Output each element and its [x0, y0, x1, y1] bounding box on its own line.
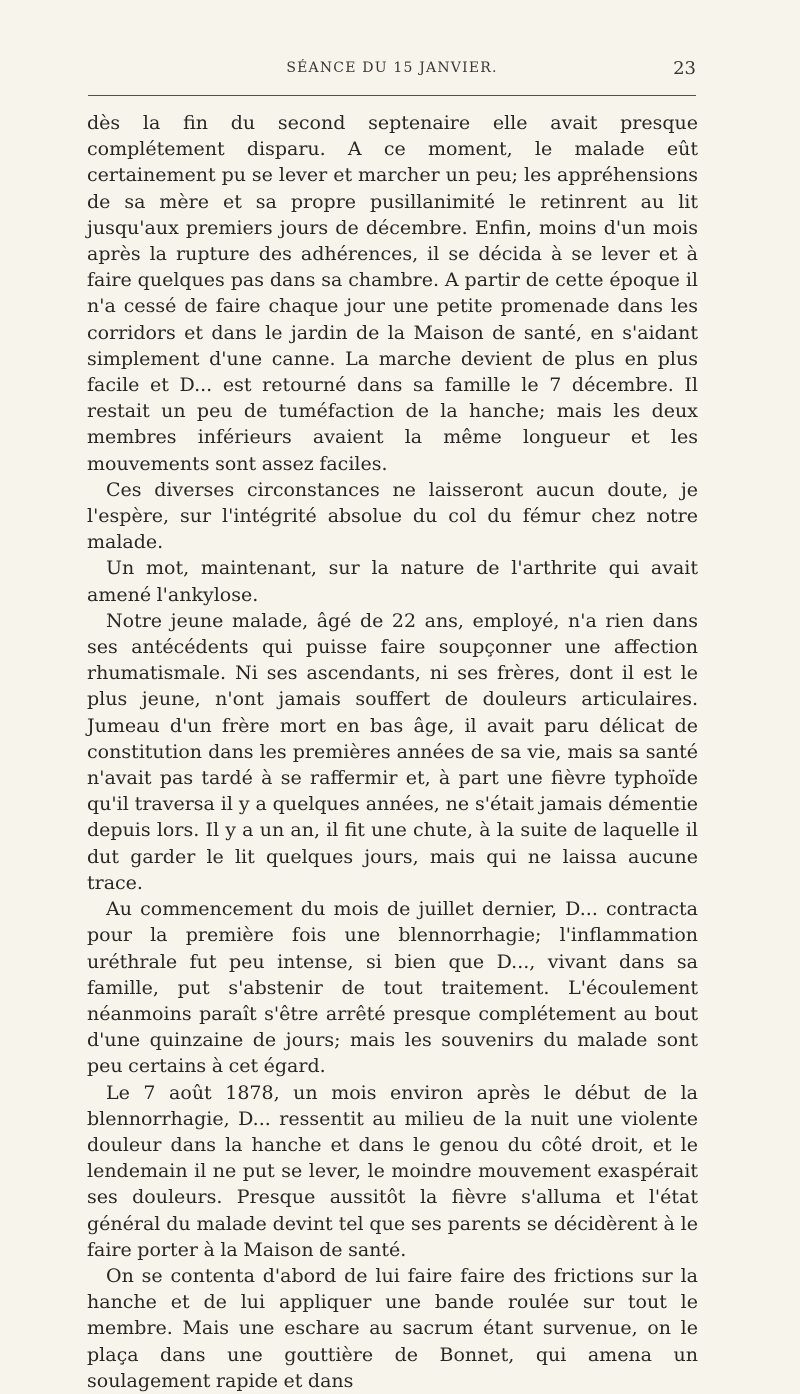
paragraph-patient-history: Notre jeune malade, âgé de 22 ans, employé, n'a rien dans ses antécédents qui puisse faire soupçonner une affection rhumatismale. Ni ses ascendants, ni ses frères, dont il est le plus jeune, n'ont jamais souffert de douleurs articulaires. Jumeau d'un frère mort en bas âge, il avait paru délicat de constitution dans les premières années de sa vie, mais sa santé n'avait pas tardé à se raffermir et, à part une fièvre typhoïde qu'il traversa il y a quelques années, ne s'était jamais démentie depuis lors. Il y a un an, il fit une chute, à la suite de laquelle il dut garder le lit quelques jours, mais qui ne laissa aucune trace.: [87, 609, 698, 894]
paragraph-onset: Le 7 août 1878, un mois environ après le début de la blennorrhagie, D... ressentit au milieu de la nuit une violente douleur dans la hanche et dans le genou du côté droit, et le lendemain il ne put se lever, le moindre mouvement exaspérait ses douleurs. Presque aussitôt la fièvre s'alluma et l'état général du malade devint tel que ses parents se décidèrent à le faire porter à la Maison de santé.: [87, 1081, 698, 1261]
paragraph-blennorrhagia: Au commencement du mois de juillet dernier, D... contracta pour la première fois une blennorrhagie; l'inflammation uréthrale fut peu intense, si bien que D..., vivant dans sa famille, put s'abstenir de tout traitement. L'écoulement néanmoins paraît s'être arrêté presque complétement au bout d'une quinzaine de jours; mais les souvenirs du malade sont peu certains à cet égard.: [87, 898, 698, 1078]
body-text: [87, 110, 698, 1394]
header-rule: [88, 95, 696, 96]
page-number: 23: [673, 58, 696, 79]
paragraph-continuation: dès la fin du second septenaire elle avait presque complétement disparu. A ce moment, le malade eût certainement pu se lever et marcher un peu; les appréhensions de sa mère et sa propre pusillanimité le retinrent au lit jusqu'aux premiers jours de décembre. Enfin, moins d'un mois après la rupture des adhérences, il se décida à se lever et à faire quelques pas dans sa chambre. A partir de cette époque il n'a cessé de faire chaque jour une petite promenade dans les corridors et dans le jardin de la Maison de santé, en s'aidant simplement d'une canne. La marche devient de plus en plus facile et D... est retourné dans sa famille le 7 décembre. Il restait un peu de tuméfaction de la hanche; mais les deux membres inférieurs avaient la même longueur et les mouvements sont assez faciles.: [87, 112, 698, 475]
paragraph-treatment: On se contenta d'abord de lui faire faire des frictions sur la hanche et de lui appliquer une bande roulée sur tout le membre. Mais une eschare au sacrum étant survenue, on le plaça dans une gouttière de Bonnet, qui amena un soulagement rapide et dans: [87, 1264, 698, 1392]
paragraph-arthritis-nature: Un mot, maintenant, sur la nature de l'arthrite qui avait amené l'ankylose.: [87, 557, 698, 606]
paragraph-integrity-col: Ces diverses circonstances ne laisseront aucun doute, je l'espère, sur l'intégrité absolue du col du fémur chez notre malade.: [87, 478, 698, 554]
running-head: [88, 60, 696, 84]
running-head-title: SÉANCE DU 15 JANVIER.: [286, 60, 498, 76]
